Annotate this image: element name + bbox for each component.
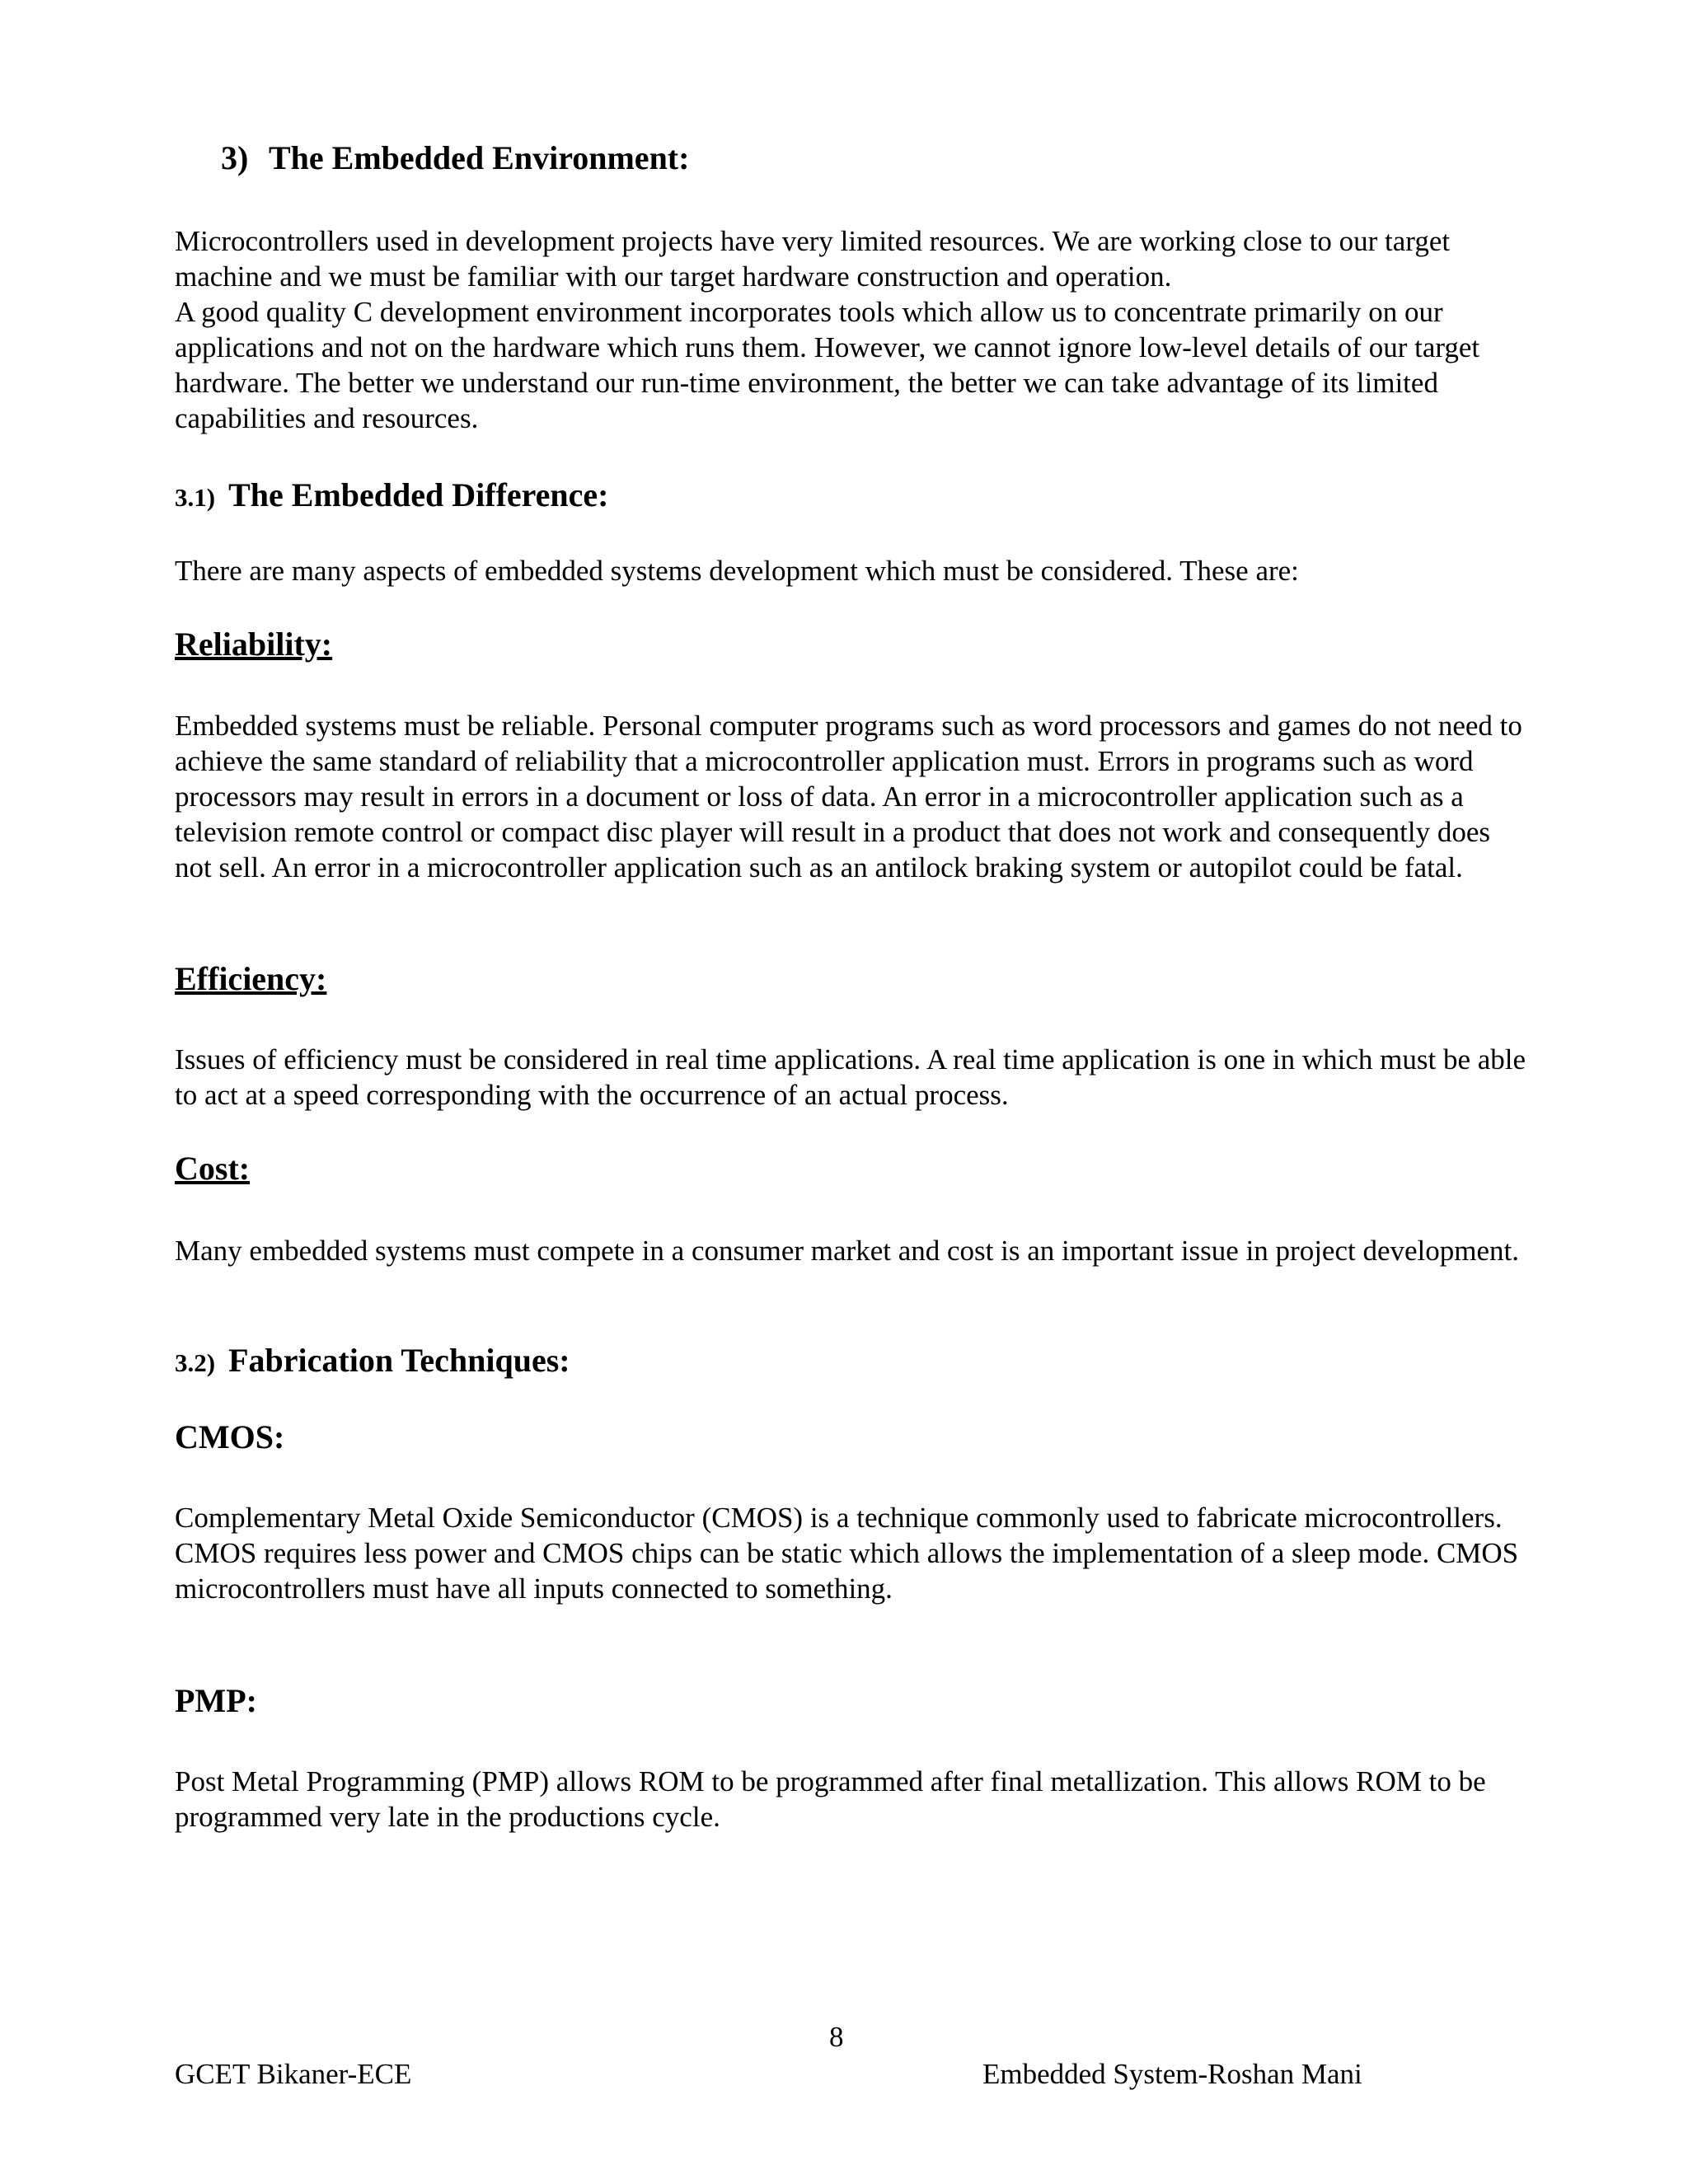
section-3-title: The Embedded Environment: — [269, 139, 690, 176]
footer-left: GCET Bikaner-ECE — [175, 2058, 412, 2090]
footer-right: Embedded System-Roshan Mani — [982, 2058, 1362, 2090]
section-3-body — [175, 223, 1526, 436]
reliability-heading: Reliability: — [175, 626, 333, 663]
section-3-2-heading — [175, 1341, 570, 1380]
section-3-1-title: The Embedded Difference: — [228, 476, 609, 513]
cmos-heading: CMOS: — [175, 1418, 285, 1455]
reliability-text: Embedded systems must be reliable. Personal computer programs such as word processors and games do not need to achieve the same standard of reliability that a microcontroller application must. Errors in programs such as word processors may result in errors in a document or loss of data. An error in a microcontroller application such as a television remote control or compact disc player will result in a product that does not work and consequently does not sell. An error in a microcontroller application such as an antilock braking system or autopilot could be fatal. — [175, 710, 1522, 883]
section-3-heading — [221, 138, 689, 177]
section-3-number: 3) — [221, 139, 249, 176]
section-3-1-intro: There are many aspects of embedded systems development which must be considered. These are: — [175, 555, 1299, 587]
section-3-paragraph-2: A good quality C development environment incorporates tools which allow us to concentrate primarily on our applications and not on the hardware which runs them. However, we cannot ignore low-level details of our target hardware. The better we understand our run-time environment, the better we can take advantage of its limited capabilities and resources. — [175, 296, 1480, 434]
section-3-1-number: 3.1) — [175, 483, 216, 512]
page-number: 8 — [829, 2021, 844, 2053]
efficiency-heading: Efficiency: — [175, 960, 327, 997]
efficiency-text: Issues of efficiency must be considered in real time applications. A real time application is one in which must be able to act at a speed corresponding with the occurrence of an actual process. — [175, 1043, 1526, 1111]
section-3-paragraph-1: Microcontrollers used in development projects have very limited resources. We are working close to our target machine and we must be familiar with our target hardware construction and operation. — [175, 225, 1451, 293]
section-3-2-number: 3.2) — [175, 1348, 216, 1377]
section-3-2-title: Fabrication Techniques: — [228, 1342, 570, 1379]
cost-text: Many embedded systems must compete in a consumer market and cost is an important issue in project development. — [175, 1235, 1520, 1267]
cmos-text: Complementary Metal Oxide Semiconductor (CMOS) is a technique commonly used to fabricate microcontrollers. CMOS requires less power and CMOS chips can be static which allows the implementation of a sleep mode. CMOS microcontrollers must have all inputs connected to something. — [175, 1502, 1519, 1605]
cost-heading: Cost: — [175, 1150, 251, 1187]
pmp-heading: PMP: — [175, 1682, 257, 1719]
section-3-1-heading — [175, 476, 609, 514]
pmp-text: Post Metal Programming (PMP) allows ROM to be programmed after final metallization. This allows ROM to be programmed very late in the productions cycle. — [175, 1765, 1486, 1833]
